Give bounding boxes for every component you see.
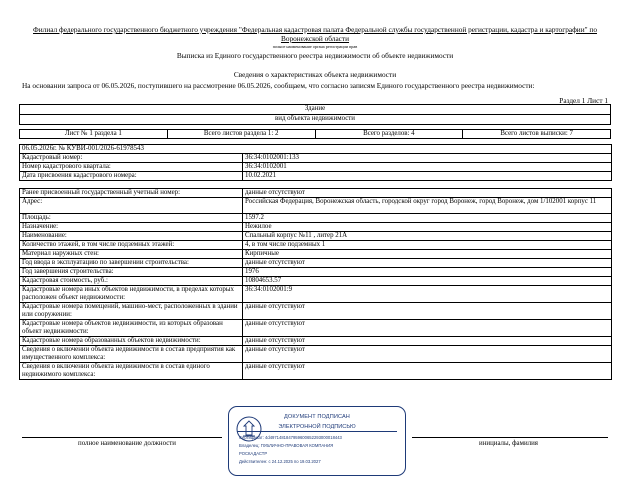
sheet-info-table (19, 129, 611, 139)
field-value: данные отсутствуют (243, 189, 612, 198)
table-row (20, 198, 612, 214)
field-value: Спальный корпус №11 , литер 21А (243, 232, 612, 241)
name-caption: инициалы, фамилия (479, 440, 538, 447)
sheet-number: Лист № 1 раздела 1 (20, 130, 168, 139)
table-row (20, 363, 612, 380)
field-label: Сведения о включении объекта недвижимости в состав предприятия как имущественного комплекса: (20, 346, 243, 363)
stamp-divider (237, 431, 397, 432)
stamp-title: ДОКУМЕНТ ПОДПИСАН (284, 414, 350, 420)
field-label: Дата присвоения кадастрового номера: (20, 172, 243, 181)
field-label: Количество этажей, в том числе подземных этажей: (20, 241, 243, 250)
stamp-certificate: Сертификат: 4d4971481847959600652293000018443 (239, 435, 342, 440)
field-label: Ранее присвоенный государственный учетный номер: (20, 189, 243, 198)
table-row (20, 277, 612, 286)
field-label: Сведения о включении объекта недвижимости в состав единого недвижимого комплекса: (20, 363, 243, 380)
table-row (20, 346, 612, 363)
table-row (20, 189, 612, 198)
table-row (20, 241, 612, 250)
identifiers-table (19, 144, 612, 181)
field-value: Российская Федерация, Воронежская область, городской округ город Воронеж, город Воронеж, дом 1/102001 корпус 11 (243, 198, 612, 214)
object-type-caption: вид объекта недвижимости (20, 115, 611, 125)
table-row (20, 223, 612, 232)
field-value: 36:34:0102001:133 (243, 154, 612, 163)
field-value: 4, в том числе подземных 1 (243, 241, 612, 250)
info-title: Сведения о характеристиках объекта недвижимости (233, 70, 397, 79)
field-value: данные отсутствуют (243, 320, 612, 337)
field-value: данные отсутствуют (243, 337, 612, 346)
field-label: Кадастровый номер: (20, 154, 243, 163)
field-value: 36:34:0102001 (243, 163, 612, 172)
field-label: Адрес: (20, 198, 243, 214)
field-label: Кадастровые номера образованных объектов недвижимости: (20, 337, 243, 346)
field-value: данные отсутствуют (243, 303, 612, 320)
field-label: Назначение: (20, 223, 243, 232)
extract-title: Выписка из Единого государственного реестра недвижимости об объекте недвижимости (176, 51, 454, 60)
organization-name: Филиал федерального государственного бюджетного учреждения "Федеральная кадастровая палата Федеральной службы государственной регистрации, кадастра и картографии" по Воронежской области (33, 25, 597, 43)
stamp-owner: Владелец: ПУБЛИЧНО-ПРАВОВАЯ КОМПАНИЯ (239, 443, 334, 448)
table-row (20, 286, 612, 303)
field-value: 1976 (243, 268, 612, 277)
table-row (20, 320, 612, 337)
table-row (20, 163, 612, 172)
table-row (20, 250, 612, 259)
table-row (20, 154, 612, 163)
organization-caption: полное наименование органа регистрации прав (272, 44, 358, 49)
field-label: Кадастровые номера иных объектов недвижимости, в пределах которых расположен объект недвижимости: (20, 286, 243, 303)
position-caption: полное наименование должности (78, 440, 176, 447)
field-label: Кадастровые номера объектов недвижимости, из которых образован объект недвижимости: (20, 320, 243, 337)
total-sheets-section: Всего листов раздела 1: 2 (167, 130, 315, 139)
field-label: Материал наружных стен: (20, 250, 243, 259)
table-row (20, 259, 612, 268)
field-value: Нежилое (243, 223, 612, 232)
field-label: Кадастровые номера помещений, машино-мест, расположенных в здании или сооружении: (20, 303, 243, 320)
table-row (20, 337, 612, 346)
field-label: Площадь: (20, 214, 243, 223)
field-value: 1597.2 (243, 214, 612, 223)
stamp-owner-name: РОСКАДАСТР (239, 451, 268, 456)
field-value: Кирпичные (243, 250, 612, 259)
table-row (20, 172, 612, 181)
stamp-subtitle: ЭЛЕКТРОННОЙ ПОДПИСЬЮ (278, 424, 356, 430)
field-value: данные отсутствуют (243, 363, 612, 380)
characteristics-table (19, 188, 612, 380)
object-type: Здание (20, 105, 611, 115)
name-signature-line (412, 437, 608, 438)
field-value: 10804653.57 (243, 277, 612, 286)
field-label: Год завершения строительства: (20, 268, 243, 277)
field-label: Наименование: (20, 232, 243, 241)
field-value: данные отсутствуют (243, 346, 612, 363)
table-row (20, 232, 612, 241)
field-value: 36:34:0102001:9 (243, 286, 612, 303)
table-row (20, 303, 612, 320)
section-sheet-label: Раздел 1 Лист 1 (559, 96, 608, 105)
position-signature-line (22, 437, 222, 438)
total-sections: Всего разделов: 4 (315, 130, 463, 139)
field-value: 10.02.2021 (243, 172, 612, 181)
field-value: данные отсутствуют (243, 259, 612, 268)
electronic-signature-stamp (228, 406, 406, 476)
object-type-table (19, 104, 611, 125)
table-row (20, 214, 612, 223)
basis-text: На основании запроса от 06.05.2026, поступившего на рассмотрение 06.05.2026, сообщаем, что согласно записям Единого государственного реестра недвижимости: (22, 81, 535, 90)
total-sheets-extract: Всего листов выписки: 7 (463, 130, 611, 139)
field-label: Год ввода в эксплуатацию по завершении строительства: (20, 259, 243, 268)
date-number: 06.05.2026г. № КУВИ-001/2026-61978543 (20, 145, 612, 154)
stamp-validity: Действителен: с 24.12.2025 по 19.03.2027 (239, 459, 321, 464)
table-row (20, 268, 612, 277)
field-label: Кадастровая стоимость, руб.: (20, 277, 243, 286)
field-label: Номер кадастрового квартала: (20, 163, 243, 172)
